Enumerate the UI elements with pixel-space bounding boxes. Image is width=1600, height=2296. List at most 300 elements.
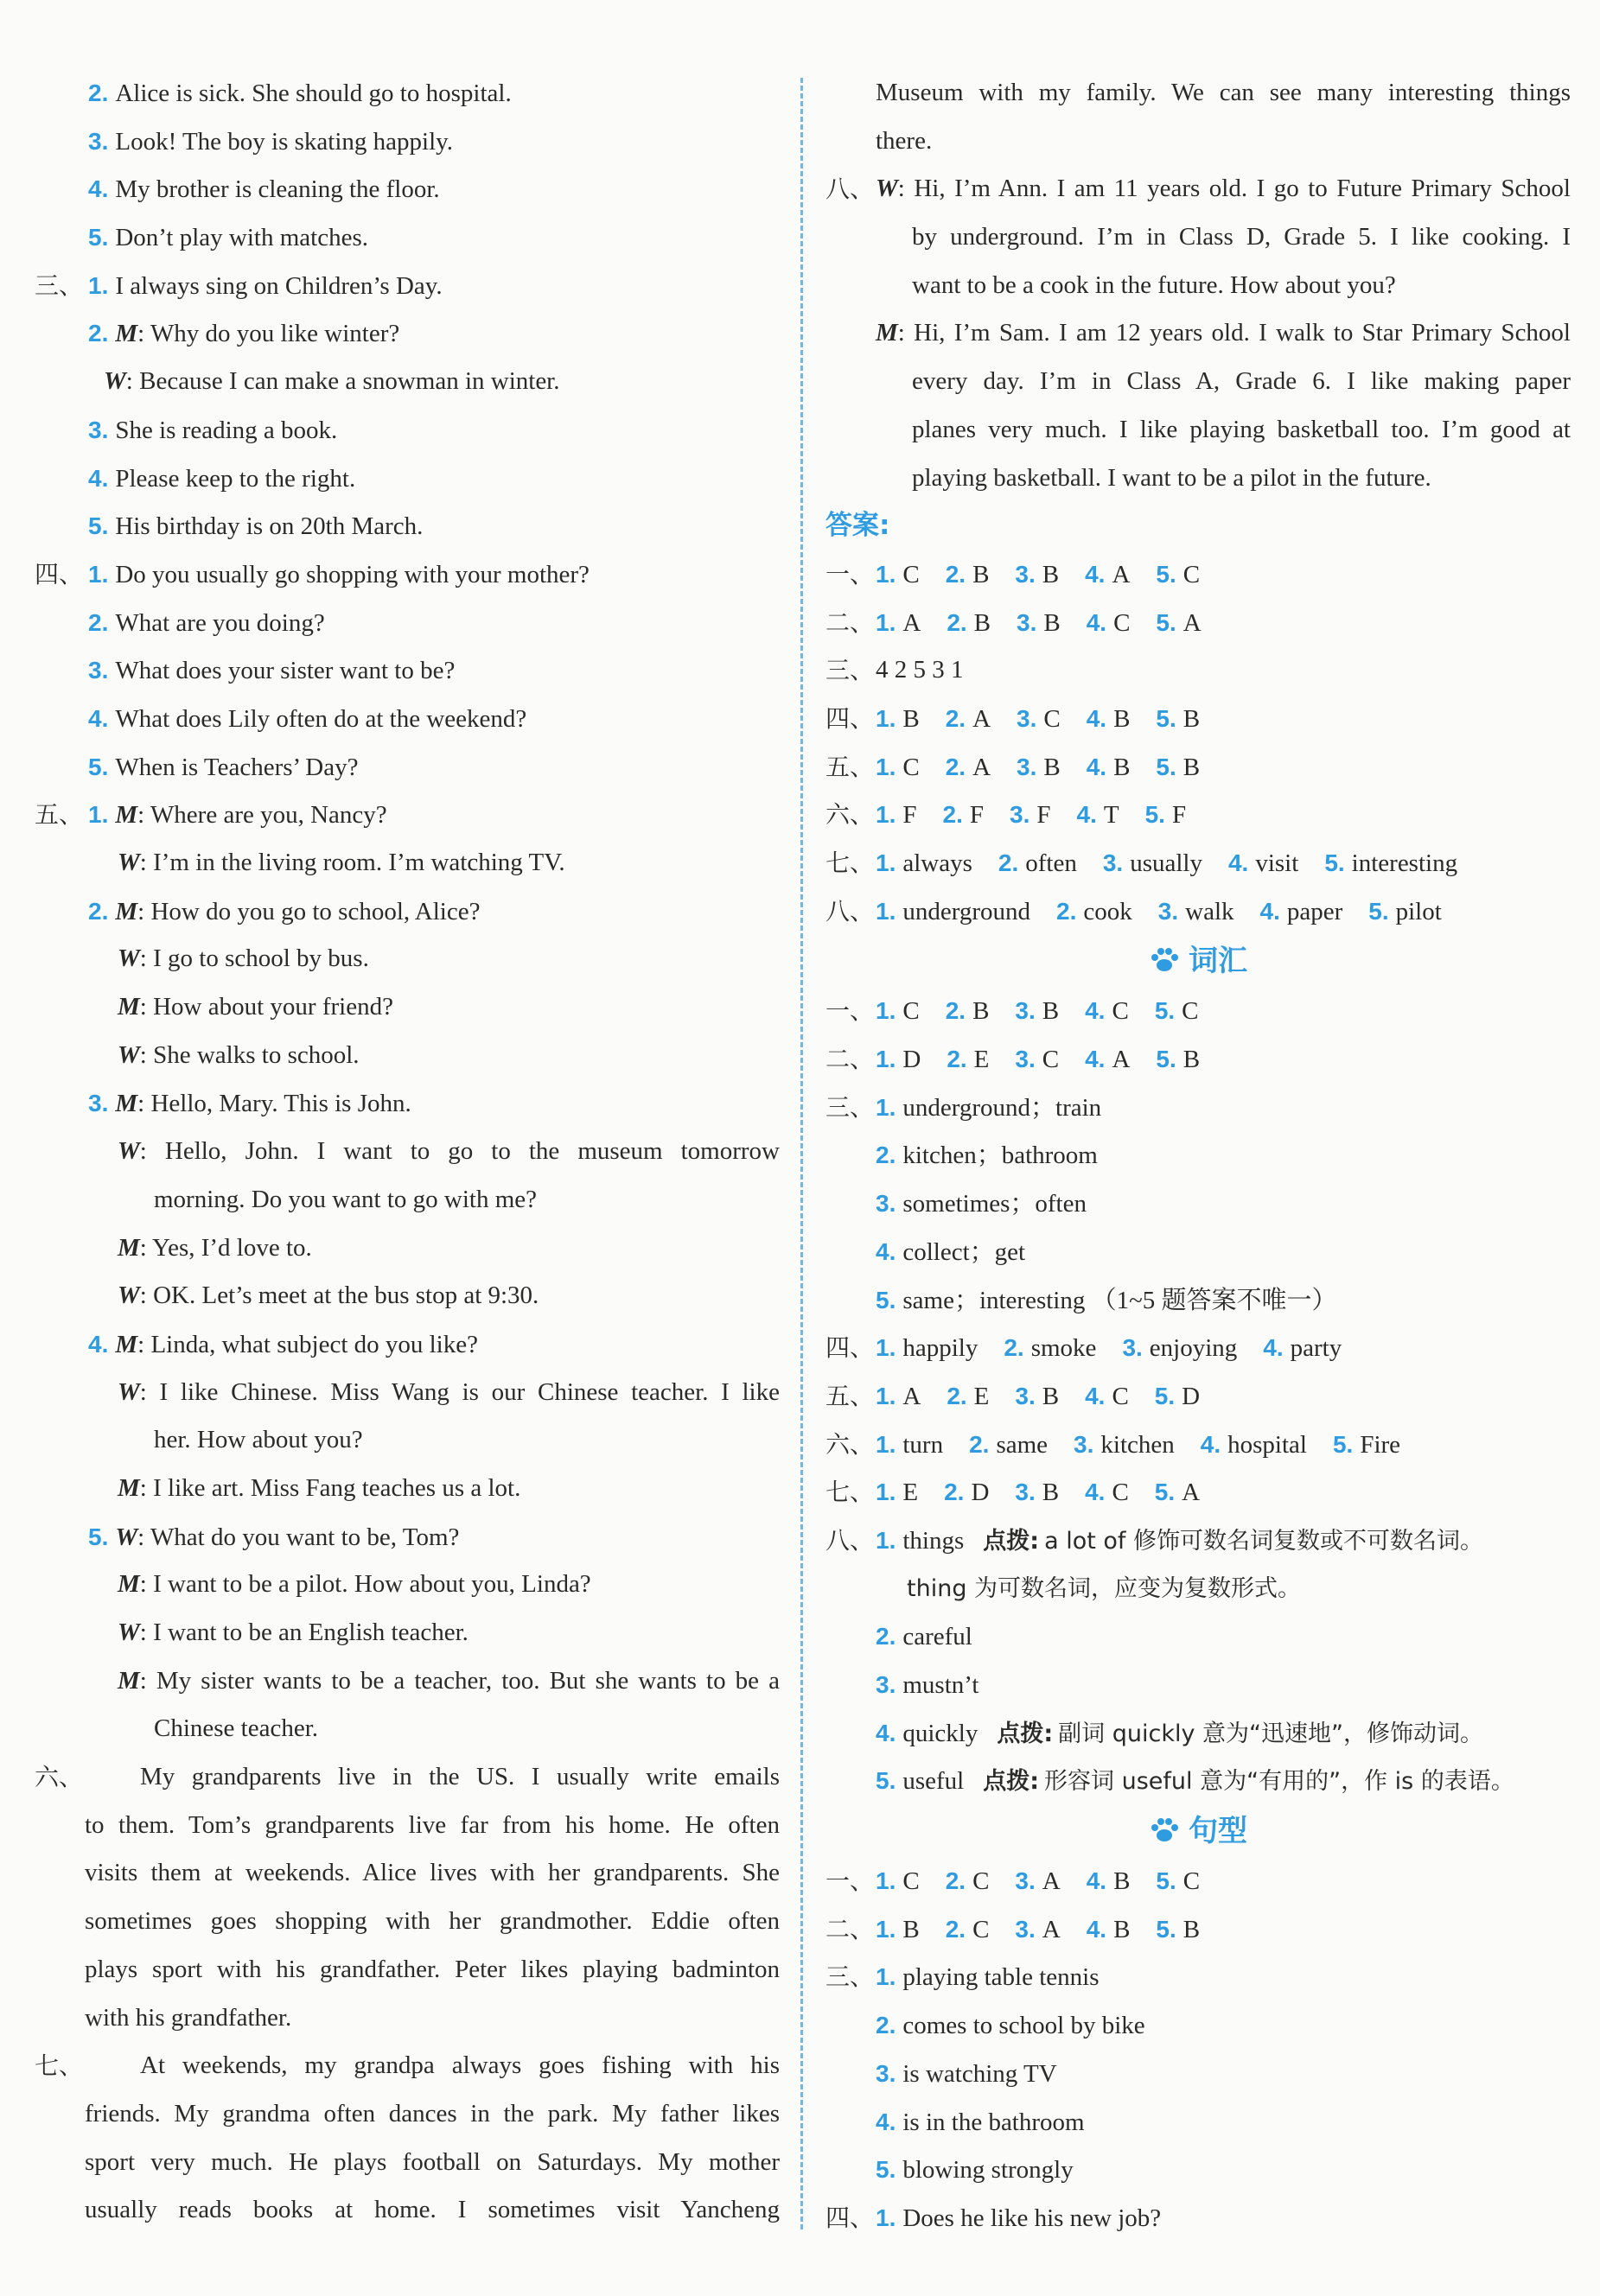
passage-text: Museum with my family. We can see many interesting things bbox=[876, 79, 1571, 106]
speaker-label: M bbox=[118, 993, 140, 1021]
item-text: Look! The boy is skating happily. bbox=[115, 127, 454, 156]
speaker-label: W bbox=[118, 1137, 140, 1166]
item-number: 1. bbox=[88, 271, 109, 299]
answer-text: same；interesting （1~5 题答案不唯一） bbox=[902, 1286, 1337, 1314]
passage-text: sport very much. He plays football on Saturdays. My mother bbox=[85, 2147, 780, 2176]
item-number: 2. bbox=[945, 1915, 966, 1943]
item-text: want to be a cook in the future. How about you? bbox=[912, 270, 1396, 299]
column-divider bbox=[800, 78, 803, 2229]
item-text: What does your sister want to be? bbox=[115, 657, 456, 685]
answer-row bbox=[825, 1180, 1571, 1228]
speaker-label: W bbox=[104, 367, 126, 396]
answer-item bbox=[1056, 898, 1132, 925]
answer-item bbox=[876, 898, 1030, 925]
answer-text: enjoying bbox=[1149, 1334, 1238, 1363]
item-number: 3. bbox=[1017, 704, 1037, 732]
speaker-label: W bbox=[118, 944, 140, 973]
item-number: 1. bbox=[876, 2204, 896, 2231]
answer-item bbox=[946, 1916, 990, 1943]
item-number: 5. bbox=[1156, 753, 1176, 780]
item-number: 5. bbox=[876, 2156, 896, 2184]
answer-item bbox=[876, 561, 920, 588]
answer-text: A bbox=[902, 608, 921, 637]
speaker-label: M bbox=[118, 1473, 140, 1502]
item-number: 3. bbox=[1074, 1430, 1094, 1458]
item-text: She is reading a book. bbox=[115, 416, 338, 444]
listening-item bbox=[35, 309, 780, 358]
answer-row bbox=[825, 1857, 1571, 1905]
section-mark: 四、 bbox=[825, 2203, 875, 2232]
dialogue-line bbox=[35, 935, 780, 983]
answer-item bbox=[1103, 849, 1202, 877]
answer-text: sometimes；often bbox=[902, 1190, 1087, 1218]
answer-item bbox=[876, 849, 972, 877]
item-number: 5. bbox=[1156, 704, 1176, 732]
item-text: : Why do you like winter? bbox=[137, 320, 400, 348]
item-text: Alice is sick. She should go to hospital. bbox=[115, 80, 512, 107]
answer-text: F bbox=[1171, 801, 1187, 830]
item-number: 4. bbox=[1263, 1334, 1284, 1362]
item-number: 1. bbox=[876, 1382, 896, 1409]
dialogue-line bbox=[825, 213, 1571, 262]
answer-row bbox=[825, 2098, 1571, 2147]
passage-line bbox=[825, 69, 1571, 118]
section-mark: 八、 bbox=[825, 896, 875, 925]
answer-text: C bbox=[902, 753, 920, 781]
passage-line bbox=[35, 1898, 780, 1946]
passage-line bbox=[35, 1753, 780, 1802]
answer-item bbox=[947, 1046, 989, 1073]
item-number: 4. bbox=[876, 1237, 896, 1265]
item-text: : Hello, John. I want to go to the museum tomorrow bbox=[139, 1137, 780, 1166]
answer-text: C bbox=[972, 1867, 990, 1896]
item-number: 2. bbox=[945, 704, 966, 732]
listening-item bbox=[35, 743, 780, 792]
item-number: 1. bbox=[876, 997, 896, 1025]
item-number: 4. bbox=[88, 464, 109, 492]
answer-item bbox=[1085, 1479, 1129, 1506]
item-text: Chinese teacher. bbox=[154, 1714, 319, 1743]
speaker-label: W bbox=[115, 1523, 138, 1551]
item-number: 1. bbox=[876, 1430, 896, 1458]
answer-text: C bbox=[1182, 1867, 1201, 1896]
answer-text: useful bbox=[902, 1767, 965, 1796]
listening-item bbox=[35, 213, 780, 262]
answer-item bbox=[1015, 1867, 1060, 1895]
item-number: 4. bbox=[1085, 560, 1106, 588]
answer-item bbox=[1324, 849, 1457, 877]
answer-text: B bbox=[1113, 753, 1131, 781]
item-number: 3. bbox=[88, 657, 109, 684]
answer-item bbox=[1263, 1334, 1342, 1362]
item-number: 4. bbox=[1227, 849, 1249, 876]
answer-item bbox=[1085, 997, 1129, 1025]
item-number: 1. bbox=[88, 560, 109, 588]
item-text: My brother is cleaning the floor. bbox=[115, 175, 440, 204]
answer-item bbox=[876, 801, 917, 829]
answer-row bbox=[825, 839, 1571, 887]
dialogue-line bbox=[35, 1657, 780, 1706]
item-text: every day. I’m in Class A, Grade 6. I like making paper bbox=[912, 367, 1571, 396]
item-text: What are you doing? bbox=[115, 608, 325, 637]
speaker-label: M bbox=[118, 1570, 140, 1599]
item-number: 5. bbox=[876, 1286, 896, 1313]
item-text: morning. Do you want to go with me? bbox=[154, 1185, 538, 1213]
answer-item bbox=[1085, 1046, 1130, 1073]
dialogue-line bbox=[35, 1513, 780, 1561]
answer-text: D bbox=[1182, 1382, 1201, 1410]
answer-text: B bbox=[1113, 704, 1131, 733]
answer-item bbox=[944, 1479, 989, 1506]
answer-row bbox=[825, 1228, 1571, 1276]
listening-item bbox=[35, 165, 780, 213]
dialogue-line bbox=[825, 309, 1571, 358]
dialogue-line bbox=[35, 983, 780, 1032]
passage-text: with his grandfather. bbox=[85, 2003, 292, 2032]
section-mark: 三、 bbox=[35, 270, 84, 300]
answer-text: A bbox=[1042, 1915, 1061, 1943]
dialogue-line bbox=[35, 1416, 780, 1465]
right-column bbox=[825, 69, 1571, 2242]
answer-row bbox=[825, 599, 1571, 647]
answer-text: C bbox=[1112, 1382, 1129, 1410]
item-number: 1. bbox=[876, 1093, 896, 1121]
section-mark: 二、 bbox=[825, 1045, 875, 1074]
section-mark: 五、 bbox=[35, 800, 84, 830]
answer-text: party bbox=[1290, 1334, 1342, 1363]
answer-row bbox=[825, 1084, 1571, 1132]
answer-text: 4 2 5 3 1 bbox=[876, 656, 964, 684]
item-number: 1. bbox=[88, 801, 109, 829]
item-number: 5. bbox=[1332, 1430, 1354, 1458]
answer-text: B bbox=[972, 560, 990, 588]
answer-row bbox=[825, 1372, 1571, 1421]
item-number: 4. bbox=[1259, 897, 1280, 925]
listening-item bbox=[35, 118, 780, 166]
section-mark: 三、 bbox=[825, 656, 875, 685]
answer-text: A bbox=[972, 753, 991, 781]
dialogue-line bbox=[35, 1561, 780, 1609]
passage-line bbox=[35, 1994, 780, 2043]
answer-text: A bbox=[902, 1382, 921, 1410]
item-text: : How about your friend? bbox=[139, 993, 393, 1021]
answer-item bbox=[1333, 1431, 1400, 1459]
item-number: 2. bbox=[88, 80, 109, 106]
answer-text: underground bbox=[902, 897, 1031, 925]
answer-text: always bbox=[902, 849, 972, 877]
item-number: 4. bbox=[88, 704, 109, 732]
section-mark: 七、 bbox=[825, 849, 875, 877]
item-text: : I like art. Miss Fang teaches us a lot. bbox=[139, 1473, 521, 1502]
answer-text: B bbox=[1042, 560, 1060, 588]
item-number: 1. bbox=[876, 1915, 896, 1943]
item-number: 4. bbox=[1085, 1046, 1106, 1073]
answer-text: B bbox=[1042, 997, 1060, 1026]
answer-item bbox=[876, 1867, 920, 1895]
answer-text: T bbox=[1103, 801, 1119, 830]
item-number: 1. bbox=[876, 801, 896, 829]
item-text: : I go to school by bus. bbox=[139, 944, 369, 973]
answer-text: kitchen；bathroom bbox=[902, 1142, 1098, 1170]
answer-text: B bbox=[1043, 753, 1061, 781]
section-mark: 六、 bbox=[825, 1429, 875, 1459]
item-number: 2. bbox=[947, 1382, 967, 1409]
speaker-label: M bbox=[115, 320, 138, 348]
answer-text: C bbox=[902, 997, 920, 1026]
item-text: I always sing on Children’s Day. bbox=[115, 271, 443, 300]
item-number: 2. bbox=[942, 801, 963, 829]
item-number: 3. bbox=[1015, 997, 1036, 1025]
answer-item bbox=[1015, 1916, 1060, 1943]
item-text: : My sister wants to be a teacher, too. But she wants to be a bbox=[139, 1666, 780, 1695]
dialogue-line bbox=[35, 1609, 780, 1657]
dialogue-line bbox=[35, 791, 780, 839]
section-mark: 四、 bbox=[825, 1333, 875, 1363]
answer-item bbox=[876, 705, 920, 733]
passage-line bbox=[825, 118, 1571, 166]
item-text: When is Teachers’ Day? bbox=[115, 753, 359, 781]
answer-text: B bbox=[902, 1915, 920, 1943]
answer-text: A bbox=[972, 704, 991, 733]
tip-label: 点拨: bbox=[997, 1720, 1054, 1747]
answer-row bbox=[825, 1035, 1571, 1084]
dialogue-line bbox=[35, 1705, 780, 1753]
answer-item bbox=[876, 1431, 943, 1459]
answer-text: is in the bathroom bbox=[902, 2108, 1085, 2136]
answer-text: B bbox=[972, 997, 990, 1026]
answer-item bbox=[1077, 801, 1119, 829]
answer-item bbox=[1122, 1334, 1237, 1362]
item-number: 3. bbox=[1015, 1479, 1036, 1506]
answer-text: pilot bbox=[1395, 897, 1442, 925]
speaker-label: W bbox=[118, 1282, 140, 1310]
answer-item bbox=[1155, 997, 1199, 1025]
answer-text: B bbox=[1113, 1867, 1131, 1896]
item-number: 2. bbox=[944, 1479, 965, 1506]
answer-item bbox=[1156, 705, 1200, 733]
listening-item bbox=[35, 262, 780, 310]
speaker-label: W bbox=[118, 849, 140, 876]
section-mark: 三、 bbox=[825, 1092, 875, 1122]
dialogue-line bbox=[35, 1224, 780, 1273]
answer-item bbox=[946, 705, 991, 733]
answer-item bbox=[946, 1867, 990, 1895]
dialogue-line bbox=[825, 455, 1571, 503]
item-number: 4. bbox=[1086, 704, 1107, 732]
answer-text: A bbox=[1042, 1867, 1061, 1896]
answer-row bbox=[825, 1953, 1571, 2001]
speaker-label: M bbox=[115, 1330, 138, 1358]
item-text: planes very much. I like playing basketball too. I’m good at bbox=[912, 415, 1571, 443]
passage-text: sometimes goes shopping with her grandmother. Eddie often bbox=[85, 1907, 780, 1936]
item-text: : Where are you, Nancy? bbox=[137, 801, 387, 830]
speaker-label: W bbox=[876, 175, 898, 203]
item-number: 3. bbox=[88, 1090, 109, 1117]
section-mark: 六、 bbox=[35, 1763, 84, 1792]
answer-text: C bbox=[1112, 997, 1129, 1026]
tip-note: 形容词 useful 意为“有用的”，作 is 的表语。 bbox=[1044, 1768, 1514, 1796]
heading-text: 词汇 bbox=[1189, 944, 1247, 979]
speaker-label: M bbox=[876, 319, 898, 347]
dialogue-line bbox=[35, 1272, 780, 1320]
item-number: 2. bbox=[947, 1046, 967, 1073]
answer-row bbox=[825, 2050, 1571, 2098]
dialogue-line bbox=[35, 1079, 780, 1128]
answer-text: C bbox=[1182, 997, 1199, 1026]
item-number: 2. bbox=[876, 2012, 896, 2039]
passage-text: plays sport with his grandfather. Peter likes playing badminton bbox=[85, 1955, 780, 1983]
item-number: 1. bbox=[876, 849, 896, 876]
item-number: 1. bbox=[876, 704, 896, 732]
section-mark: 四、 bbox=[35, 559, 84, 588]
item-number: 5. bbox=[1156, 560, 1176, 588]
item-text: by underground. I’m in Class D, Grade 5. I like cooking. I bbox=[912, 223, 1571, 251]
answer-text: same bbox=[996, 1430, 1049, 1459]
answer-row bbox=[825, 646, 1571, 695]
listening-item bbox=[35, 646, 780, 695]
item-number: 5. bbox=[1156, 608, 1176, 636]
answer-item bbox=[1368, 898, 1442, 925]
answer-text: C bbox=[1182, 560, 1201, 588]
answer-item bbox=[876, 609, 921, 637]
item-text: : Hi, I’m Ann. I am 11 years old. I go to Future Primary School bbox=[897, 175, 1571, 203]
item-number: 2. bbox=[876, 1142, 896, 1169]
passage-text: At weekends, my grandpa always goes fishing with his bbox=[140, 2051, 780, 2080]
item-number: 2. bbox=[88, 608, 109, 636]
item-number: 2. bbox=[945, 560, 966, 588]
dialogue-line bbox=[35, 1128, 780, 1176]
item-number: 5. bbox=[1144, 801, 1165, 829]
tip-note: a lot of 修饰可数名词复数或不可数名词。 bbox=[1044, 1527, 1484, 1555]
section-mark: 二、 bbox=[825, 1914, 875, 1943]
section-mark: 二、 bbox=[825, 607, 875, 637]
answer-text: C bbox=[1042, 1046, 1060, 1074]
heading-text: 句型 bbox=[1189, 1814, 1247, 1849]
item-number: 4. bbox=[88, 1330, 109, 1358]
item-number: 4. bbox=[1085, 997, 1106, 1025]
answer-text: cook bbox=[1083, 897, 1132, 925]
answer-text: Fire bbox=[1360, 1430, 1401, 1459]
answer-text: C bbox=[1113, 608, 1131, 637]
item-number: 2. bbox=[945, 997, 966, 1025]
item-number: 1. bbox=[876, 753, 896, 780]
item-number: 1. bbox=[876, 560, 896, 588]
tip-note: thing 为可数名词，应变为复数形式。 bbox=[907, 1574, 1302, 1602]
paw-icon bbox=[1149, 946, 1180, 974]
item-number: 2. bbox=[876, 1623, 896, 1650]
answer-text: E bbox=[973, 1046, 990, 1074]
passage-line bbox=[35, 2090, 780, 2139]
paw-icon bbox=[1149, 1816, 1180, 1844]
dialogue-line bbox=[35, 839, 780, 887]
answer-text: comes to school by bike bbox=[902, 2012, 1145, 2040]
item-number: 5. bbox=[88, 512, 109, 540]
listening-item bbox=[35, 550, 780, 599]
answer-text: B bbox=[1182, 1915, 1201, 1943]
answer-row bbox=[825, 1709, 1571, 1758]
listening-item bbox=[35, 69, 780, 118]
answer-text: E bbox=[902, 1479, 919, 1507]
item-text: : I like Chinese. Miss Wang is our Chinese teacher. I like bbox=[139, 1377, 780, 1406]
answer-item bbox=[876, 1479, 918, 1506]
vocab-heading bbox=[825, 935, 1571, 987]
answer-row bbox=[825, 1131, 1571, 1180]
item-number: 4. bbox=[1086, 608, 1107, 636]
passage-line bbox=[35, 2186, 780, 2235]
answer-item bbox=[1015, 561, 1059, 588]
item-text: His birthday is on 20th March. bbox=[115, 512, 424, 541]
item-number: 5. bbox=[1154, 1479, 1176, 1506]
item-number: 3. bbox=[1017, 753, 1037, 780]
item-text: Don’t play with matches. bbox=[115, 224, 368, 252]
item-text: : What do you want to be, Tom? bbox=[137, 1523, 460, 1551]
answer-item bbox=[946, 754, 991, 781]
item-text: : Linda, what subject do you like? bbox=[137, 1330, 478, 1358]
answer-text: F bbox=[902, 801, 917, 830]
listening-item bbox=[35, 502, 780, 550]
answer-row bbox=[825, 1905, 1571, 1954]
item-number: 4. bbox=[1086, 1867, 1107, 1895]
answer-item bbox=[947, 1383, 989, 1410]
answer-row bbox=[825, 791, 1571, 839]
answer-text: B bbox=[973, 608, 991, 637]
answer-item bbox=[1085, 561, 1130, 588]
item-number: 1. bbox=[876, 1334, 896, 1362]
answer-text: underground；train bbox=[902, 1093, 1102, 1122]
item-number: 5. bbox=[1156, 1915, 1176, 1943]
answer-row bbox=[825, 2146, 1571, 2194]
item-number: 1. bbox=[876, 1526, 896, 1554]
answer-text: B bbox=[902, 704, 920, 733]
item-number: 2. bbox=[1056, 897, 1077, 925]
item-number: 4. bbox=[1085, 1382, 1106, 1409]
passage-text: usually reads books at home. I sometimes visit Yancheng bbox=[85, 2196, 780, 2224]
answer-row bbox=[825, 695, 1571, 743]
answer-text: mustn’t bbox=[902, 1671, 979, 1699]
item-number: 2. bbox=[88, 320, 109, 347]
item-number: 3. bbox=[876, 1671, 896, 1698]
passage-line bbox=[35, 2139, 780, 2187]
item-number: 5. bbox=[1156, 1046, 1176, 1073]
item-text: Do you usually go shopping with your mother? bbox=[115, 560, 590, 588]
passage-text: friends. My grandma often dances in the park. My father likes bbox=[85, 2099, 780, 2127]
passage-line bbox=[35, 1946, 780, 1994]
answer-item bbox=[946, 997, 990, 1025]
answer-item bbox=[969, 1431, 1048, 1459]
item-text: : I want to be an English teacher. bbox=[139, 1619, 469, 1646]
item-number: 5. bbox=[1368, 897, 1389, 925]
item-text: : Because I can make a snowman in winter. bbox=[125, 367, 560, 396]
item-number: 4. bbox=[1086, 1915, 1107, 1943]
answer-item bbox=[1260, 898, 1343, 925]
item-number: 5. bbox=[88, 1523, 109, 1550]
answer-item bbox=[1017, 754, 1061, 781]
answer-text: kitchen bbox=[1100, 1430, 1175, 1459]
item-number: 2. bbox=[88, 897, 109, 925]
answer-text: D bbox=[971, 1479, 990, 1507]
dialogue-line bbox=[35, 887, 780, 936]
item-text: What does Lily often do at the weekend? bbox=[115, 704, 527, 733]
answer-text: hospital bbox=[1227, 1430, 1307, 1459]
answer-row bbox=[825, 1324, 1571, 1372]
answer-text: B bbox=[1042, 1382, 1060, 1410]
item-number: 3. bbox=[876, 2059, 896, 2087]
item-text: : How do you go to school, Alice? bbox=[137, 897, 481, 925]
item-number: 1. bbox=[876, 897, 896, 925]
answer-text: D bbox=[902, 1046, 921, 1074]
speaker-label: M bbox=[118, 1666, 140, 1695]
answer-text: is watching TV bbox=[902, 2059, 1057, 2088]
